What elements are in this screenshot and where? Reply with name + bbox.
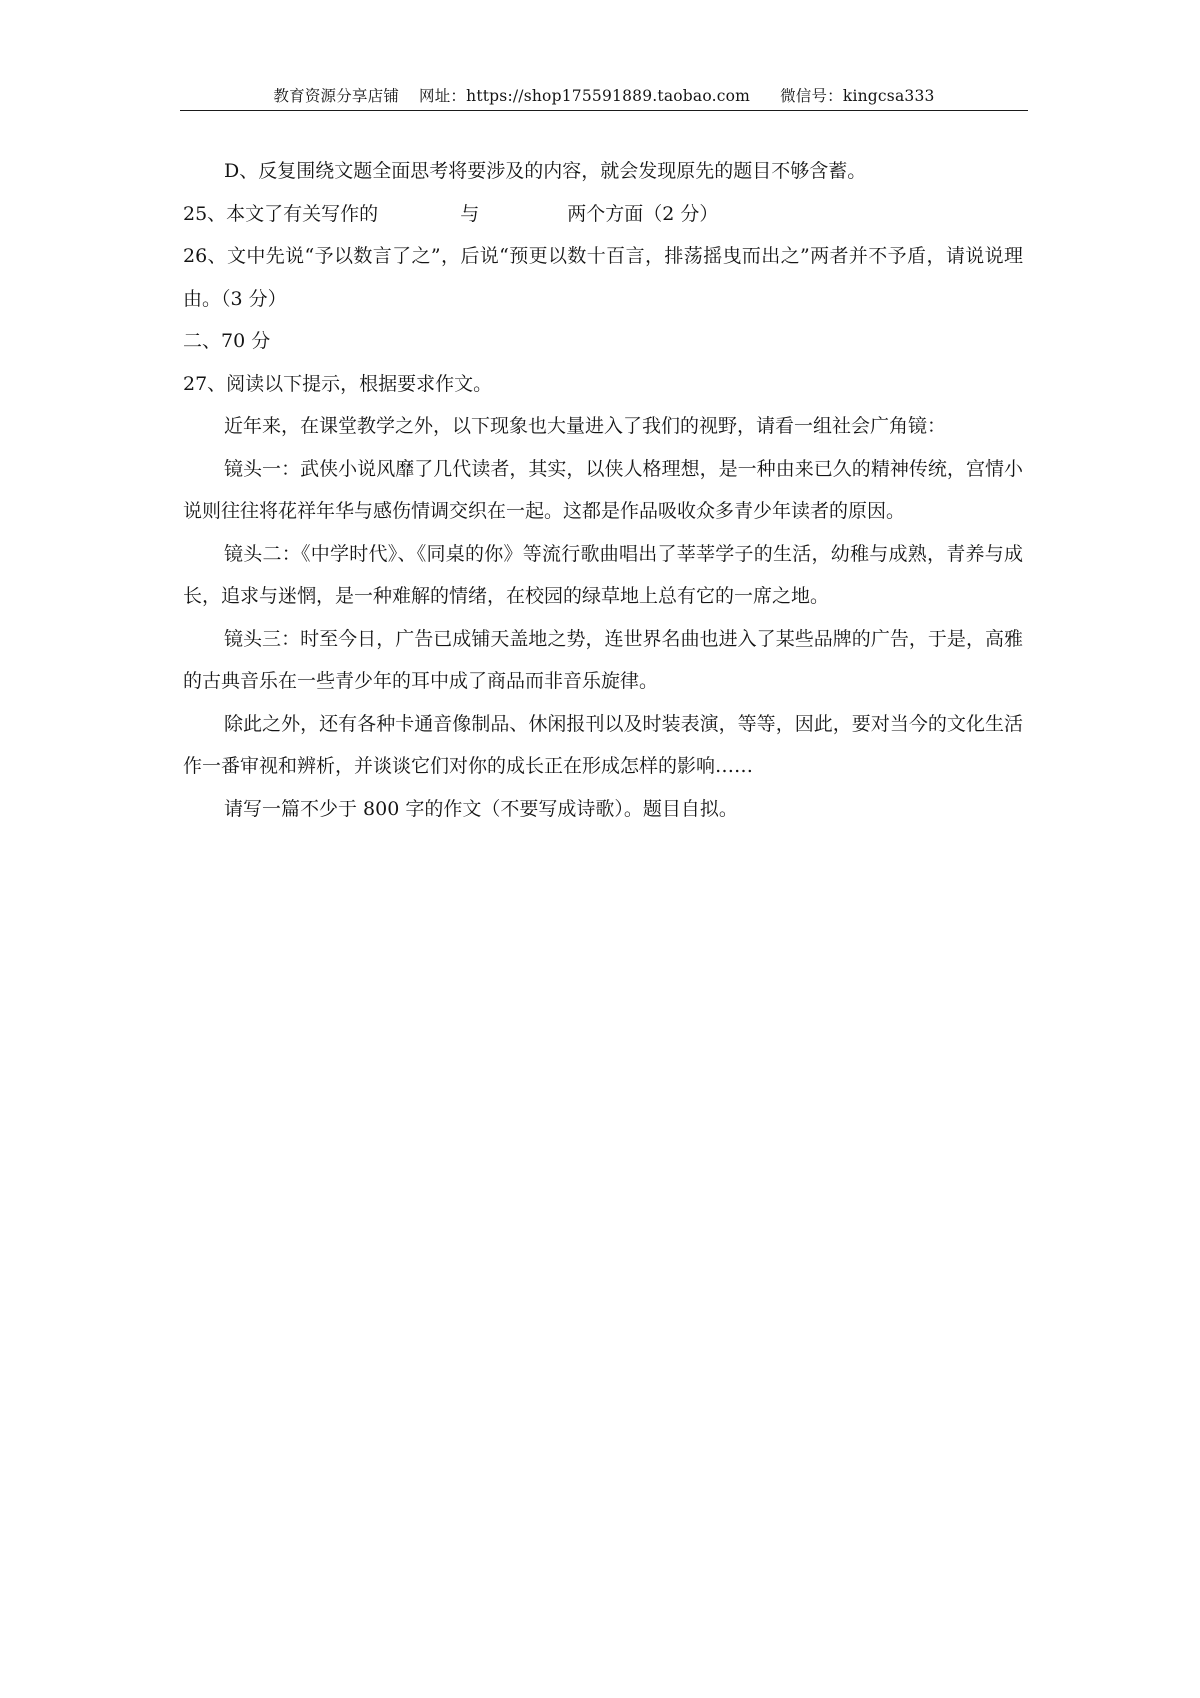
question-27: 27、阅读以下提示，根据要求作文。 <box>183 372 493 395</box>
document-body <box>183 150 1023 830</box>
prompt-shot-1: 镜头一：武侠小说风靡了几代读者，其实，以侠人格理想，是一种由来已久的精神传统，宫情小说则往往将花祥年华与感伤情调交织在一起。这都是作品吸收众多青少年读者的原因。 <box>183 457 1023 522</box>
header-wechat: 微信号：kingcsa333 <box>780 87 935 105</box>
header-shop: 教育资源分享店铺 <box>273 87 400 105</box>
prompt-requirement: 请写一篇不少于 800 字的作文（不要写成诗歌）。题目自拟。 <box>224 797 738 820</box>
option-d: D、反复围绕文题全面思考将要涉及的内容，就会发现原先的题目不够含蓄。 <box>224 160 867 182</box>
header-rule <box>180 110 1028 111</box>
header-url: 网址：https://shop175591889.taobao.com <box>419 87 751 105</box>
prompt-shot-2: 镜头二：《中学时代》、《同桌的你》等流行歌曲唱出了莘莘学子的生活，幼稚与成熟，青养与成长，追求与迷惘，是一种难解的情绪，在校园的绿草地上总有它的一席之地。 <box>183 542 1023 607</box>
section-2-heading: 二、70 分 <box>183 330 271 352</box>
q25-text-2: 与 <box>460 202 480 225</box>
page-header <box>180 84 1028 112</box>
prompt-intro: 近年来，在课堂教学之外，以下现象也大量进入了我们的视野，请看一组社会广角镜： <box>224 415 947 437</box>
q25-text-3: 两个方面（2 分） <box>567 202 719 225</box>
prompt-besides: 除此之外，还有各种卡通音像制品、休闲报刊以及时装表演，等等，因此，要对当今的文化生活作一番审视和辨析，并谈谈它们对你的成长正在形成怎样的影响…… <box>183 712 1023 777</box>
prompt-shot-3: 镜头三：时至今日，广告已成铺天盖地之势，连世界名曲也进入了某些品牌的广告，于是，高雅的古典音乐在一些青少年的耳中成了商品而非音乐旋律。 <box>183 627 1023 692</box>
question-25 <box>183 193 1023 236</box>
q25-text-1: 25、本文了有关写作的 <box>183 202 379 225</box>
question-26: 26、文中先说“予以数言了之”，后说“预更以数十百言，排荡摇曳而出之”两者并不予盾，请说说理由。（3 分） <box>183 245 1023 310</box>
